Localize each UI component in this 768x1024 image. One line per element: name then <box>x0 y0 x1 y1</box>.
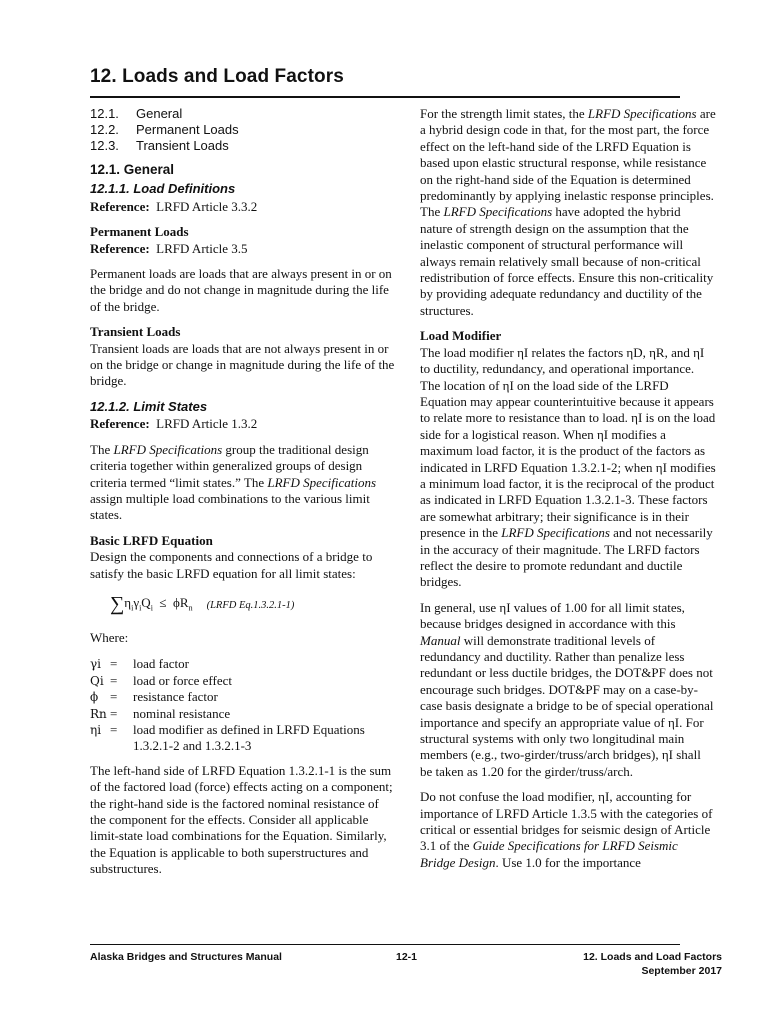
list-item: ϕ = resistance factor <box>90 689 396 705</box>
title-divider <box>90 96 680 98</box>
variable-description: load modifier as defined in LRFD Equations 1.3.2.1-2 and 1.3.2.1-3 <box>133 721 365 754</box>
footer-divider <box>90 944 680 945</box>
load-modifier-heading: Load Modifier <box>420 328 502 344</box>
toc-label: Transient Loads <box>136 138 229 153</box>
variable-description: load or force effect <box>133 672 233 688</box>
limit-states-paragraph: The LRFD Specifications group the traditional design criteria together within generalized groups of design criteria termed “limit states.” The LRFD Specifications assign multiple load combinations to the various limit states. <box>90 441 377 523</box>
left-column <box>90 106 396 887</box>
footer-chapter-title: 12. Loads and Load Factors <box>583 951 722 963</box>
load-modifier-seismic-paragraph: Do not confuse the load modifier, ηI, accounting for importance of LRFD Article 1.3.5 with the categories of critical or essential bridges for seismic design of Article 3.1 of the Guide Specifications for LRFD Seismic Bridge Design. Use 1.0 for the importance <box>420 789 713 870</box>
transient-loads-heading: Transient Loads <box>90 324 181 340</box>
lrfd-equation <box>110 594 396 618</box>
reference-label: Reference: <box>90 416 150 432</box>
right-column <box>420 106 716 880</box>
reference-line <box>90 416 396 432</box>
transient-loads-paragraph: Transient loads are loads that are not always present in or on the bridge or change in magnitude during the life of the bridge. <box>90 340 395 389</box>
permanent-loads-paragraph: Permanent loads are loads that are always present in or on the bridge and do not change in magnitude during the life of the bridge. <box>90 266 392 314</box>
basic-equation-heading: Basic LRFD Equation <box>90 532 213 548</box>
list-item: γi = load factor <box>90 656 396 672</box>
toc-item[interactable] <box>90 106 396 122</box>
reference-value: LRFD Article 1.3.2 <box>156 416 258 432</box>
variable-description: load factor <box>133 656 189 672</box>
toc-item[interactable] <box>90 122 396 138</box>
toc-label: General <box>136 106 183 121</box>
variable-symbol: γi <box>90 657 102 672</box>
variable-symbol: Rn <box>90 706 107 721</box>
variable-symbol: ηi <box>90 722 102 737</box>
toc-item[interactable] <box>90 138 396 154</box>
chapter-title: 12. Loads and Load Factors <box>90 66 344 87</box>
variable-symbol: Qi <box>90 673 104 688</box>
basic-equation-paragraph: Design the components and connections of a bridge to satisfy the basic LRFD equation for all limit states: <box>90 549 373 581</box>
load-modifier-paragraph: The load modifier ηI relates the factors ηD, ηR, and ηI to ductility, redundancy, and operational importance. The location of ηI on the load side of the LRFD Equation may appear counterintuitive because it appears to relate more to resistance than to load. ηI is on the load side for a logistical reason. When ηI modifies a maximum load factor, it is the product of the factors as indicated in LRFD Equation 1.3.2.1-2; when ηI modifies a minimum load factor, it is the reciprocal of the product as indicated in LRFD Equation 1.3.2.1-3. These factors are somewhat arbitrary; their significance is in their presence in the LRFD Specifications and not necessarily in the accuracy of their magnitude. The LRFD factors reflect the desire to promote redundant and ductile bridges. <box>420 344 716 590</box>
variable-description: nominal resistance <box>133 705 231 721</box>
reference-label: Reference: <box>90 198 150 214</box>
load-modifier-values-paragraph: In general, use ηI values of 1.00 for all limit states, because bridges designed in accordance with this Manual will demonstrate traditional levels of redundancy and ductility. Rather than penalize less redundant or less ductile bridges, the DOT&PF does not encourage such bridges. DOT&PF may on a case-by-case basis designate a bridge to be of special operational importance and specify an appropriate value of ηI. For structural systems with only two longitudinal main members (e.g., two-girder/truss/arch bridges), ηI shall be taken as 1.20 for the girder/truss/arch. <box>420 599 714 779</box>
list-item: ηi = load modifier as defined in LRFD Equations 1.3.2.1-2 and 1.3.2.1-3 <box>90 722 396 755</box>
toc-number: 12.3. <box>90 138 119 153</box>
list-item: Rn = nominal resistance <box>90 706 396 722</box>
lhs-explanation-paragraph: The left-hand side of LRFD Equation 1.3.2.1-1 is the sum of the factored load (force) effects acting on a component; the right-hand side is the factored nominal resistance of the component for the effects. Consider all applicable limit-state load combinations for the Equation. Similarly, the Equation is applicable to both superstructures and substructures. <box>90 762 393 877</box>
permanent-loads-heading: Permanent Loads <box>90 224 189 240</box>
reference-value: LRFD Article 3.5 <box>156 240 248 256</box>
section-heading-general: 12.1. General <box>90 162 175 177</box>
reference-label: Reference: <box>90 240 150 256</box>
reference-line <box>90 241 396 257</box>
subsection-heading-limit-states: 12.1.2. Limit States <box>90 398 208 414</box>
footer-page-number: 12-1 <box>396 951 418 963</box>
footer-date: September 2017 <box>641 965 722 977</box>
footer-manual-title: Alaska Bridges and Structures Manual <box>90 951 282 963</box>
toc-number: 12.1. <box>90 106 119 121</box>
table-of-contents <box>90 106 396 154</box>
toc-number: 12.2. <box>90 122 119 137</box>
subsection-heading-load-definitions: 12.1.1. Load Definitions <box>90 181 236 197</box>
footer-chapter-info <box>583 950 722 978</box>
variable-description: resistance factor <box>133 689 218 705</box>
variable-symbol: ϕ <box>90 690 99 705</box>
list-item: Qi = load or force effect <box>90 673 396 689</box>
reference-line <box>90 199 396 215</box>
variable-definitions <box>90 656 396 754</box>
strength-limit-paragraph: For the strength limit states, the LRFD Specifications are a hybrid design code in that, for the most part, the force effect on the left-hand side of the LRFD Equation is based upon elastic structural response, while resistance on the right-hand side of the Equation is determined predominantly by applying inelastic response principles. The LRFD Specifications have adopted the hybrid nature of strength design on the assumption that the inelastic component of structural performance will always remain relatively small because of non-critical redistribution of force effects. Ensure this non-criticality by providing adequate redundancy and ductility of the structures. <box>420 106 716 318</box>
reference-value: LRFD Article 3.3.2 <box>156 198 258 214</box>
where-label: Where: <box>90 629 129 645</box>
toc-label: Permanent Loads <box>136 122 239 137</box>
equation-reference: (LRFD Eq.1.3.2.1-1) <box>206 599 295 611</box>
equation-formula: $\sum\eta_i\gamma_iQ_i \le \phi R_n$ <box>110 592 193 615</box>
